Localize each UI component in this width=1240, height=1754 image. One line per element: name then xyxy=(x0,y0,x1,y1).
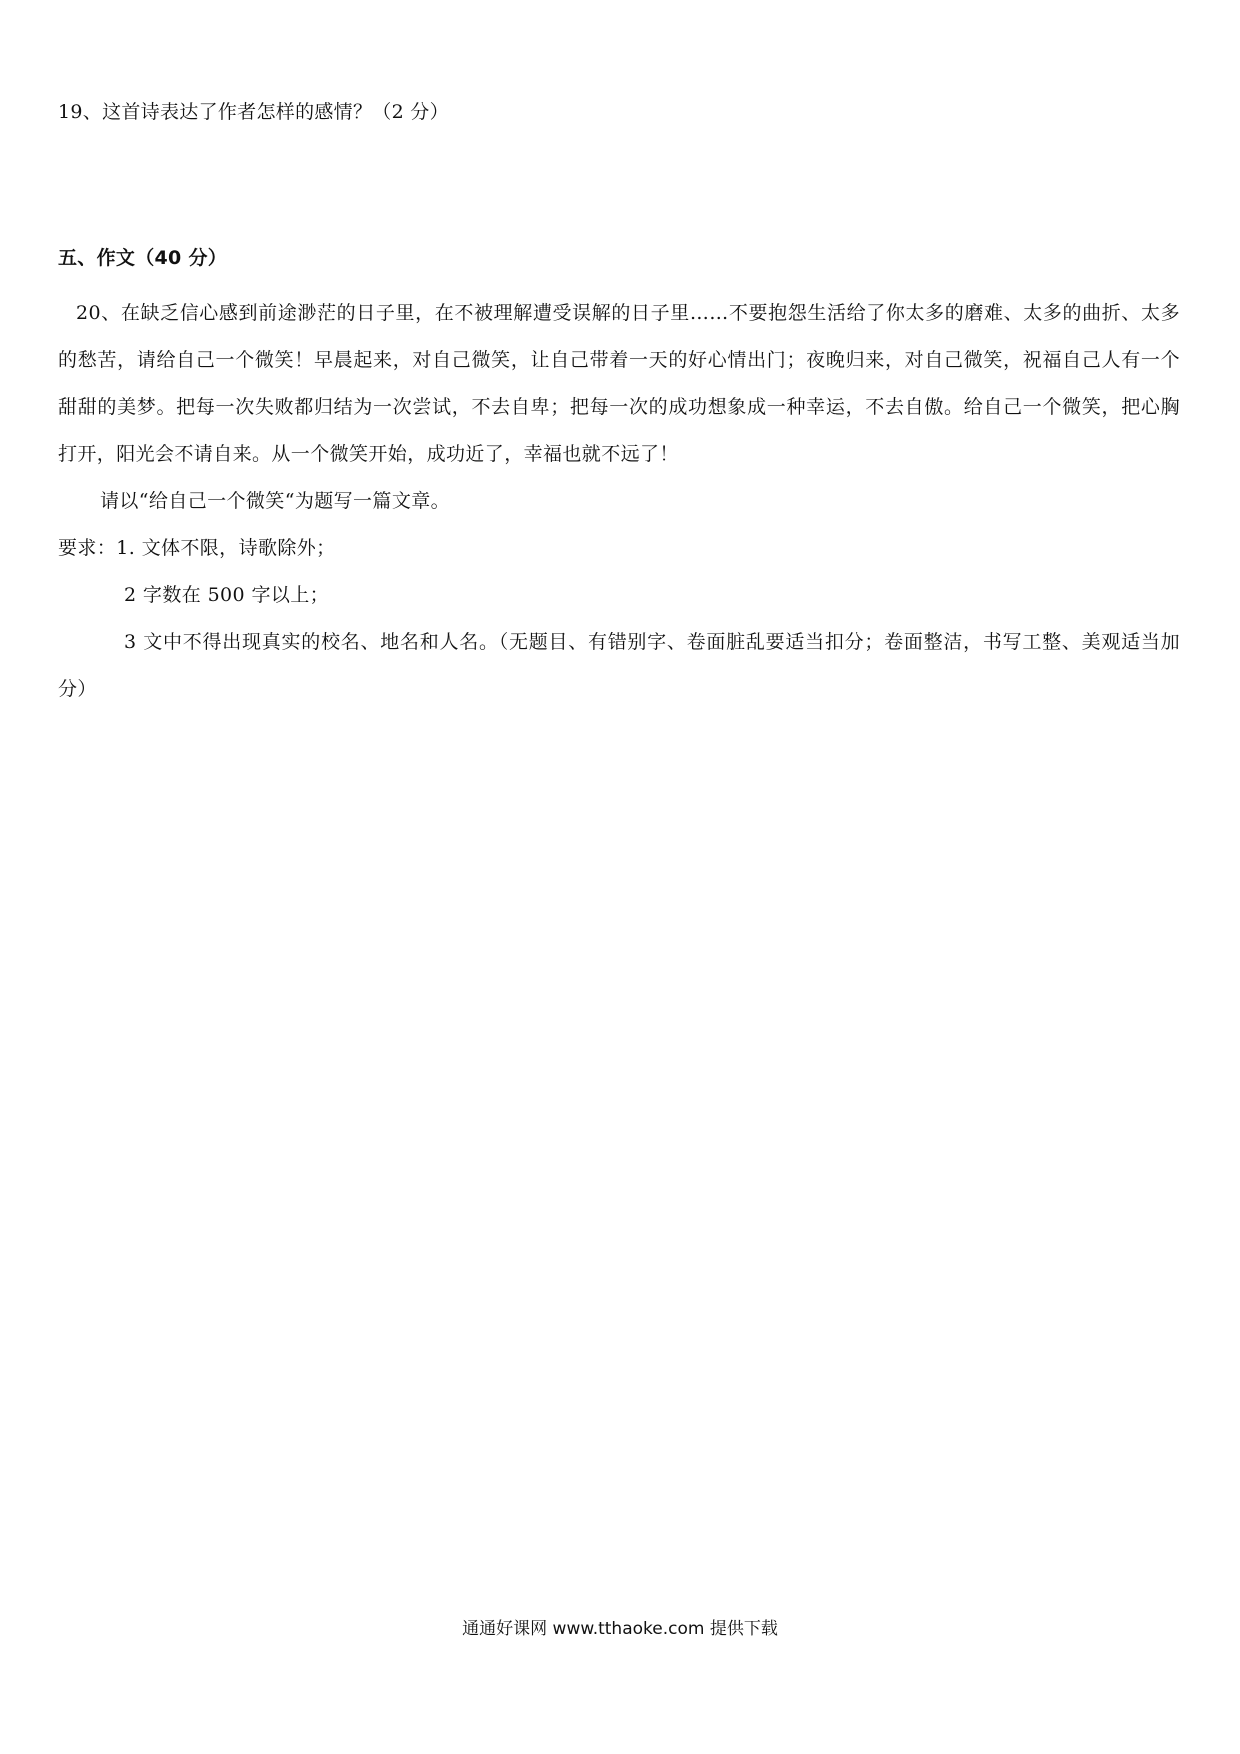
section-title-composition: 五、作文（40 分） xyxy=(58,247,228,269)
page-footer: 通通好课网 www.tthaoke.com 提供下载 xyxy=(462,1619,778,1639)
essay-block xyxy=(58,290,1180,713)
essay-prompt: 20、在缺乏信心感到前途渺茫的日子里，在不被理解遭受误解的日子里……不要抱怨生活给了你太多的磨难、太多的曲折、太多的愁苦，请给自己一个微笑！早晨起来，对自己微笑，让自己带着一天的好心情出门；夜晚归来，对自己微笑，祝福自己人有一个甜甜的美梦。把每一次失败都归结为一次尝试，不去自卑；把每一次的成功想象成一种幸运，不去自傲。给自己一个微笑，把心胸打开，阳光会不请自来。从一个微笑开始，成功近了，幸福也就不远了！ xyxy=(58,302,1180,465)
requirement-item-1 xyxy=(58,525,1180,572)
question-19: 19、这首诗表达了作者怎样的感情？（2 分） xyxy=(58,101,449,123)
requirements-label: 要求： xyxy=(58,537,117,559)
requirement-item-2: 2 字数在 500 字以上； xyxy=(124,584,330,606)
requirement-text-1: 1. 文体不限，诗歌除外； xyxy=(116,537,336,559)
essay-instruction: 请以“给自己一个微笑“为题写一篇文章。 xyxy=(100,490,451,512)
requirement-item-3: 3 文中不得出现真实的校名、地名和人名。（无题目、有错别字、卷面脏乱要适当扣分；卷面整洁，书写工整、美观适当加分） xyxy=(58,631,1180,700)
